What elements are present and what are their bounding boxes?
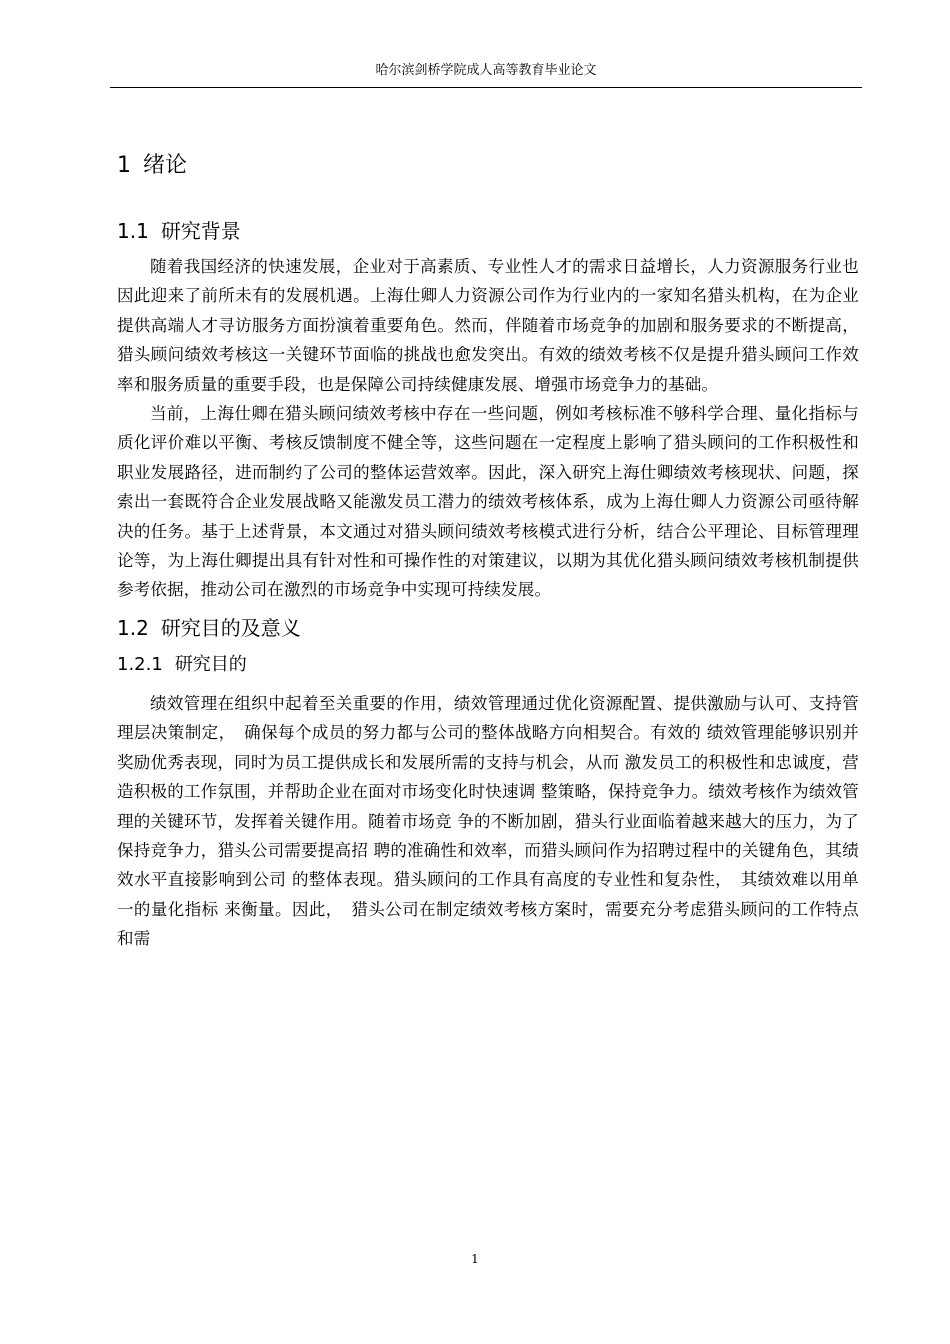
page-content [117,150,859,954]
subsection-title: 研究目的 [174,653,247,675]
paragraph: 绩效管理在组织中起着至关重要的作用，绩效管理通过优化资源配置、提供激励与认可、支持管理层决策制定， 确保每个成员的努力都与公司的整体战略方向相契合。有效的 绩效管理能够识别并奖励优秀表现，同时为员工提供成长和发展所需的支持与机会，从而 激发员工的积极性和忠诚度，营造积极的工作氛围，并帮助企业在面对市场变化时快速调 整策略，保持竞争力。绩效考核作为绩效管理的关键环节，发挥着关键作用。随着市场竞 争的不断加剧，猎头行业面临着越来越大的压力，为了保持竞争力，猎头公司需要提高招 聘的准确性和效率，而猎头顾问作为招聘过程中的关键角色，其绩效水平直接影响到公司 的整体表现。猎头顾问的工作具有高度的专业性和复杂性， 其绩效难以用单一的量化指标 来衡量。因此， 猎头公司在制定绩效考核方案时，需要充分考虑猎头顾问的工作特点和需 [117,693,859,949]
page-number: 1 [471,1252,479,1266]
section-number: 1.2 [117,615,149,640]
chapter-number: 1 [117,153,131,178]
subsection-heading [117,651,859,679]
paragraph: 随着我国经济的快速发展，企业对于高素质、专业性人才的需求日益增长，人力资源服务行业也因此迎来了前所未有的发展机遇。上海仕卿人力资源公司作为行业内的一家知名猎头机构，在为企业提供高端人才寻访服务方面扮演着重要角色。然而，伴随着市场竞争的加剧和服务要求的不断提高，猎头顾问绩效考核这一关键环节面临的挑战也愈发突出。有效的绩效考核不仅是提升猎头顾问工作效率和服务质量的重要手段，也是保障公司持续健康发展、增强市场竞争力的基础。 [117,257,859,394]
section-title: 研究背景 [160,219,241,243]
chapter-title: 绪论 [143,153,188,178]
section-heading-purpose [117,613,859,643]
subsection-number: 1.2.1 [117,653,163,675]
section-title: 研究目的及意义 [160,615,301,640]
section-heading-background [117,216,859,246]
header-divider [110,87,862,88]
paragraph: 当前，上海仕卿在猎头顾问绩效考核中存在一些问题，例如考核标准不够科学合理、量化指标与质化评价难以平衡、考核反馈制度不健全等，这些问题在一定程度上影响了猎头顾问的工作积极性和职业发展路径，进而制约了公司的整体运营效率。因此，深入研究上海仕卿绩效考核现状、问题，探索出一套既符合企业发展战略又能激发员工潜力的绩效考核体系，成为上海仕卿人力资源公司亟待解决的任务。基于上述背景，本文通过对猎头顾问绩效考核模式进行分析，结合公平理论、目标管理理论等，为上海仕卿提出具有针对性和可操作性的对策建议，以期为其优化猎头顾问绩效考核机制提供参考依据，推动公司在激烈的市场竞争中实现可持续发展。 [117,404,859,600]
chapter-heading [117,150,859,182]
section-number: 1.1 [117,219,149,243]
running-header: 哈尔滨剑桥学院成人高等教育毕业论文 [375,63,597,78]
